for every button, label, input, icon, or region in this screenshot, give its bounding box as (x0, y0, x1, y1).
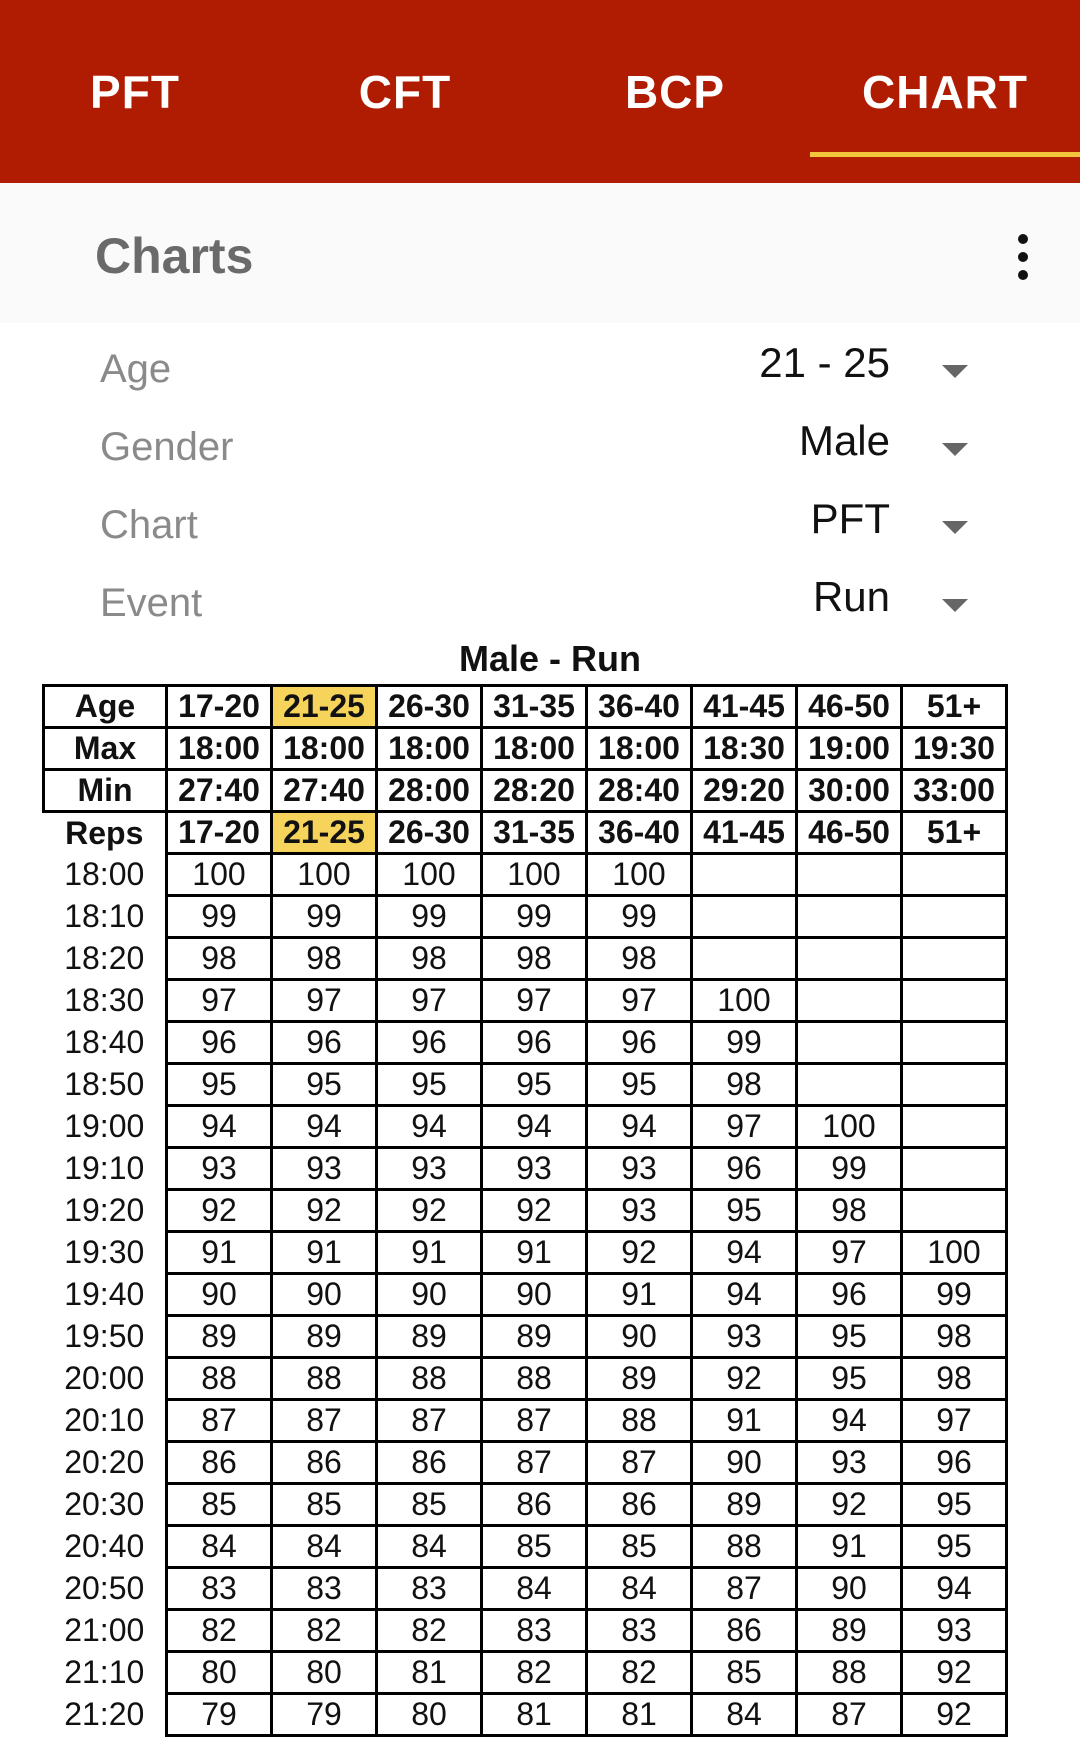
table-cell: 82 (587, 1652, 692, 1694)
table-cell: 79 (167, 1694, 272, 1736)
table-cell: 99 (587, 896, 692, 938)
table-cell: 86 (167, 1442, 272, 1484)
table-cell: 81 (377, 1652, 482, 1694)
active-tab-indicator (810, 152, 1080, 157)
tab-cft[interactable]: CFT (358, 65, 452, 118)
table-cell: 41-45 (692, 812, 797, 854)
score-table (42, 684, 1008, 1737)
table-cell: 85 (692, 1652, 797, 1694)
table-cell: 96 (587, 1022, 692, 1064)
table-cell: 91 (692, 1400, 797, 1442)
table-cell: 94 (797, 1400, 902, 1442)
table-row (44, 980, 1007, 1022)
table-cell: 82 (167, 1610, 272, 1652)
table-cell: 85 (377, 1484, 482, 1526)
table-cell: 95 (902, 1484, 1007, 1526)
table-cell: 91 (167, 1232, 272, 1274)
dropdown-arrow-icon (942, 599, 968, 612)
table-cell: 94 (377, 1106, 482, 1148)
tab-pft[interactable]: PFT (90, 65, 180, 118)
time-label: 19:50 (64, 1318, 145, 1354)
table-cell: 87 (797, 1694, 902, 1736)
table-cell: 97 (587, 980, 692, 1022)
table-cell: 95 (587, 1064, 692, 1106)
table-cell: 87 (377, 1400, 482, 1442)
table-cell: 97 (902, 1400, 1007, 1442)
table-cell: 95 (377, 1064, 482, 1106)
table-cell: 91 (797, 1526, 902, 1568)
table-cell: 27:40 (272, 770, 377, 812)
table-cell: 95 (482, 1064, 587, 1106)
table-row (44, 1484, 1007, 1526)
table-row (44, 1274, 1007, 1316)
row-label: Min (44, 770, 167, 812)
table-cell: 92 (902, 1694, 1007, 1736)
table-cell: 21-25 (272, 812, 377, 854)
table-cell: 17-20 (167, 686, 272, 728)
table-cell: 86 (692, 1610, 797, 1652)
table-cell: 99 (902, 1274, 1007, 1316)
table-cell: 21-25 (272, 686, 377, 728)
page-title: Charts (95, 228, 254, 284)
table-cell: 88 (797, 1652, 902, 1694)
table-cell: 94 (272, 1106, 377, 1148)
time-label: 19:40 (64, 1276, 145, 1312)
table-cell: 18:00 (272, 728, 377, 770)
table-cell: 79 (272, 1694, 377, 1736)
table-cell: 85 (587, 1526, 692, 1568)
table-cell: 93 (587, 1190, 692, 1232)
table-cell: 17-20 (167, 812, 272, 854)
filter-gender (0, 417, 1080, 495)
table-cell: 95 (797, 1316, 902, 1358)
table-cell: 99 (482, 896, 587, 938)
gender-value: Male (798, 417, 890, 464)
table-cell: 95 (692, 1190, 797, 1232)
table-cell: 100 (272, 854, 377, 896)
table-cell: 98 (797, 1190, 902, 1232)
time-label: 20:40 (64, 1528, 145, 1564)
table-cell: 33:00 (902, 770, 1007, 812)
table-cell (902, 938, 1007, 980)
table-cell: 96 (377, 1022, 482, 1064)
table-cell: 98 (167, 938, 272, 980)
reps-header-row (44, 812, 1007, 854)
header-row-max (44, 728, 1007, 770)
table-cell: 94 (692, 1274, 797, 1316)
table-cell: 90 (692, 1442, 797, 1484)
time-label: 19:00 (64, 1108, 145, 1144)
filter-chart (0, 495, 1080, 573)
table-cell: 94 (692, 1232, 797, 1274)
table-cell: 100 (377, 854, 482, 896)
event-value: Run (812, 573, 890, 620)
table-cell: 86 (272, 1442, 377, 1484)
table-cell: 90 (482, 1274, 587, 1316)
table-cell: 88 (587, 1400, 692, 1442)
table-cell: 99 (692, 1022, 797, 1064)
table-cell: 98 (902, 1316, 1007, 1358)
table-cell: 99 (272, 896, 377, 938)
table-row (44, 1106, 1007, 1148)
time-label: 21:20 (64, 1696, 145, 1732)
table-cell: 93 (482, 1148, 587, 1190)
table-cell: 84 (272, 1526, 377, 1568)
table-cell: 36-40 (587, 812, 692, 854)
table-cell: 92 (587, 1232, 692, 1274)
table-cell: 86 (377, 1442, 482, 1484)
time-label: 20:30 (64, 1486, 145, 1522)
tab-chart[interactable]: CHART (862, 65, 1028, 118)
table-cell: 31-35 (482, 686, 587, 728)
chart-value: PFT (810, 495, 890, 542)
table-cell: 94 (167, 1106, 272, 1148)
table-cell: 85 (272, 1484, 377, 1526)
table-cell (692, 938, 797, 980)
table-cell: 85 (167, 1484, 272, 1526)
table-cell: 88 (167, 1358, 272, 1400)
table-cell: 97 (167, 980, 272, 1022)
table-cell: 92 (692, 1358, 797, 1400)
table-cell: 28:40 (587, 770, 692, 812)
table-cell: 99 (797, 1148, 902, 1190)
table-cell: 96 (482, 1022, 587, 1064)
table-cell: 92 (272, 1190, 377, 1232)
table-row (44, 1190, 1007, 1232)
table-cell: 80 (272, 1652, 377, 1694)
table-cell: 26-30 (377, 686, 482, 728)
table-cell: 87 (482, 1442, 587, 1484)
time-label: 18:50 (64, 1066, 145, 1102)
table-cell: 90 (167, 1274, 272, 1316)
table-cell: 87 (482, 1400, 587, 1442)
table-cell: 98 (272, 938, 377, 980)
table-cell: 91 (587, 1274, 692, 1316)
header-row-age (44, 686, 1007, 728)
table-cell: 95 (167, 1064, 272, 1106)
table-cell: 81 (482, 1694, 587, 1736)
table-row (44, 896, 1007, 938)
table-cell: 87 (692, 1568, 797, 1610)
table-cell: 18:00 (167, 728, 272, 770)
table-cell: 84 (377, 1526, 482, 1568)
table-row (44, 1652, 1007, 1694)
table-row (44, 1022, 1007, 1064)
table-row (44, 1316, 1007, 1358)
table-row (44, 938, 1007, 980)
time-label: 20:50 (64, 1570, 145, 1606)
table-cell: 96 (902, 1442, 1007, 1484)
table-cell: 93 (377, 1148, 482, 1190)
table-cell: 28:00 (377, 770, 482, 812)
time-label: 21:00 (64, 1612, 145, 1648)
table-cell: 98 (587, 938, 692, 980)
table-cell (797, 938, 902, 980)
table-cell: 100 (902, 1232, 1007, 1274)
gender-dropdown[interactable] (700, 417, 1000, 495)
table-cell: 91 (377, 1232, 482, 1274)
header-row-min (44, 770, 1007, 812)
filter-label-age: Age (100, 347, 172, 391)
table-cell: 31-35 (482, 812, 587, 854)
table-cell: 92 (902, 1652, 1007, 1694)
table-cell (797, 854, 902, 896)
table-cell: 91 (272, 1232, 377, 1274)
table-cell: 88 (272, 1358, 377, 1400)
filter-age (0, 339, 1080, 417)
filter-label-event: Event (100, 581, 203, 625)
table-cell (902, 980, 1007, 1022)
table-cell: 86 (587, 1484, 692, 1526)
table-cell (797, 1064, 902, 1106)
table-cell (902, 854, 1007, 896)
table-cell: 84 (692, 1694, 797, 1736)
table-cell: 98 (902, 1358, 1007, 1400)
table-cell: 51+ (902, 812, 1007, 854)
table-cell: 90 (272, 1274, 377, 1316)
table-row (44, 854, 1007, 896)
table-cell (692, 896, 797, 938)
table-cell: 83 (587, 1610, 692, 1652)
table-cell: 94 (587, 1106, 692, 1148)
table-cell: 88 (482, 1358, 587, 1400)
time-label: 20:20 (64, 1444, 145, 1480)
table-cell: 82 (482, 1652, 587, 1694)
table-cell: 95 (797, 1358, 902, 1400)
table-row (44, 1358, 1007, 1400)
table-cell (902, 896, 1007, 938)
table-cell (797, 980, 902, 1022)
table-cell: 46-50 (797, 686, 902, 728)
table-cell: 92 (377, 1190, 482, 1232)
time-label: 20:10 (64, 1402, 145, 1438)
age-dropdown[interactable] (700, 339, 1000, 417)
table-cell: 18:00 (587, 728, 692, 770)
table-cell: 82 (377, 1610, 482, 1652)
row-label: Age (44, 686, 167, 728)
table-cell: 93 (797, 1442, 902, 1484)
table-cell: 97 (272, 980, 377, 1022)
table-cell: 82 (272, 1610, 377, 1652)
table-cell: 87 (272, 1400, 377, 1442)
table-row (44, 1442, 1007, 1484)
table-cell (902, 1022, 1007, 1064)
table-cell: 18:00 (482, 728, 587, 770)
table-cell: 92 (797, 1484, 902, 1526)
table-cell: 19:30 (902, 728, 1007, 770)
table-cell: 85 (482, 1526, 587, 1568)
table-cell: 99 (377, 896, 482, 938)
table-cell: 88 (692, 1526, 797, 1568)
tab-bar (0, 0, 1080, 183)
table-cell: 90 (797, 1568, 902, 1610)
table-cell: 92 (482, 1190, 587, 1232)
table-cell (902, 1148, 1007, 1190)
table-cell: 80 (167, 1652, 272, 1694)
table-cell: 100 (797, 1106, 902, 1148)
table-row (44, 1526, 1007, 1568)
table-cell: 96 (692, 1148, 797, 1190)
time-label: 19:20 (64, 1192, 145, 1228)
table-cell: 94 (902, 1568, 1007, 1610)
table-cell: 95 (272, 1064, 377, 1106)
table-cell: 41-45 (692, 686, 797, 728)
table-cell: 88 (377, 1358, 482, 1400)
table-cell: 86 (482, 1484, 587, 1526)
row-label: Max (44, 728, 167, 770)
time-label: 18:20 (64, 940, 145, 976)
chart-dropdown[interactable] (700, 495, 1000, 573)
table-cell: 28:20 (482, 770, 587, 812)
filter-label-gender: Gender (100, 425, 234, 469)
table-cell: 18:00 (377, 728, 482, 770)
table-cell: 96 (272, 1022, 377, 1064)
dropdown-arrow-icon (942, 521, 968, 534)
table-cell (902, 1106, 1007, 1148)
table-cell: 98 (692, 1064, 797, 1106)
table-cell: 29:20 (692, 770, 797, 812)
table-row (44, 1610, 1007, 1652)
table-cell: 30:00 (797, 770, 902, 812)
table-cell (902, 1190, 1007, 1232)
row-label: Reps (65, 814, 144, 851)
table-cell: 80 (377, 1694, 482, 1736)
table-row (44, 1232, 1007, 1274)
filter-label-chart: Chart (100, 503, 198, 547)
table-cell: 97 (377, 980, 482, 1022)
table-cell: 96 (167, 1022, 272, 1064)
tab-bcp[interactable]: BCP (624, 65, 726, 118)
table-cell: 27:40 (167, 770, 272, 812)
table-cell: 97 (482, 980, 587, 1022)
table-cell: 94 (482, 1106, 587, 1148)
time-label: 18:40 (64, 1024, 145, 1060)
table-cell: 19:00 (797, 728, 902, 770)
table-cell: 83 (272, 1568, 377, 1610)
table-cell: 100 (692, 980, 797, 1022)
table-cell: 99 (167, 896, 272, 938)
more-options-icon[interactable] (1010, 234, 1036, 280)
table-cell: 96 (797, 1274, 902, 1316)
table-cell: 46-50 (797, 812, 902, 854)
table-cell: 89 (587, 1358, 692, 1400)
table-cell: 87 (167, 1400, 272, 1442)
table-cell: 90 (587, 1316, 692, 1358)
table-cell: 97 (797, 1232, 902, 1274)
table-cell: 100 (587, 854, 692, 896)
table-cell: 83 (482, 1610, 587, 1652)
table-cell: 98 (377, 938, 482, 980)
table-cell: 18:30 (692, 728, 797, 770)
table-cell (797, 896, 902, 938)
time-label: 18:10 (64, 898, 145, 934)
time-label: 19:30 (64, 1234, 145, 1270)
time-label: 21:10 (64, 1654, 145, 1690)
table-row (44, 1064, 1007, 1106)
table-row (44, 1694, 1007, 1736)
time-label: 18:00 (64, 856, 145, 892)
table-cell: 89 (167, 1316, 272, 1358)
table-cell: 93 (587, 1148, 692, 1190)
table-cell: 92 (167, 1190, 272, 1232)
table-cell: 93 (272, 1148, 377, 1190)
age-value: 21 - 25 (759, 339, 890, 386)
table-cell: 91 (482, 1232, 587, 1274)
dropdown-arrow-icon (942, 365, 968, 378)
table-cell (902, 1064, 1007, 1106)
table-row (44, 1400, 1007, 1442)
table-cell: 84 (587, 1568, 692, 1610)
table-cell: 81 (587, 1694, 692, 1736)
table-cell: 36-40 (587, 686, 692, 728)
time-label: 18:30 (64, 982, 145, 1018)
table-row (44, 1148, 1007, 1190)
table-cell: 26-30 (377, 812, 482, 854)
table-cell: 98 (482, 938, 587, 980)
table-cell: 90 (377, 1274, 482, 1316)
dropdown-arrow-icon (942, 443, 968, 456)
table-cell (797, 1022, 902, 1064)
table-cell: 89 (377, 1316, 482, 1358)
table-cell: 95 (902, 1526, 1007, 1568)
table-cell (692, 854, 797, 896)
table-row (44, 1568, 1007, 1610)
table-cell: 84 (167, 1526, 272, 1568)
table-cell: 89 (482, 1316, 587, 1358)
table-cell: 83 (377, 1568, 482, 1610)
time-label: 19:10 (64, 1150, 145, 1186)
table-cell: 84 (482, 1568, 587, 1610)
table-cell: 93 (692, 1316, 797, 1358)
table-cell: 89 (272, 1316, 377, 1358)
table-cell: 97 (692, 1106, 797, 1148)
time-label: 20:00 (64, 1360, 145, 1396)
table-cell: 100 (482, 854, 587, 896)
table-cell: 93 (167, 1148, 272, 1190)
table-cell: 83 (167, 1568, 272, 1610)
table-cell: 93 (902, 1610, 1007, 1652)
table-title: Male - Run (458, 638, 641, 679)
table-cell: 51+ (902, 686, 1007, 728)
table-cell: 89 (797, 1610, 902, 1652)
table-cell: 100 (167, 854, 272, 896)
table-cell: 87 (587, 1442, 692, 1484)
table-cell: 89 (692, 1484, 797, 1526)
